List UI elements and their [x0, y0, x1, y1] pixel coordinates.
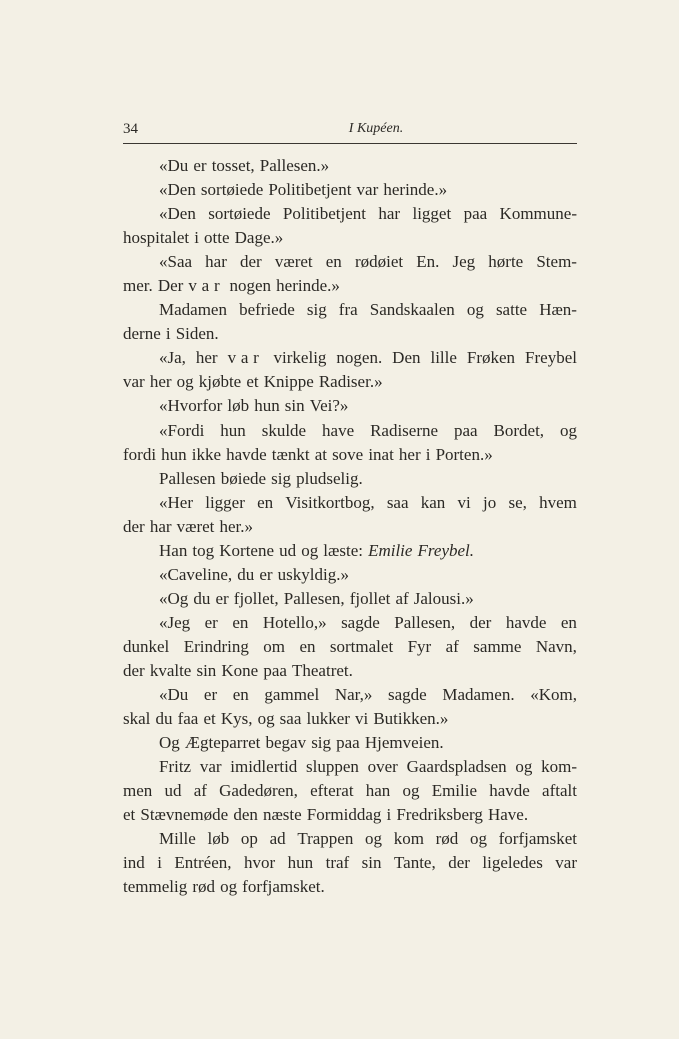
word: var [123, 372, 145, 392]
text-line [123, 443, 577, 467]
word: der [469, 612, 492, 632]
word: saa [386, 492, 409, 512]
word: har [149, 516, 172, 536]
paragraph [123, 563, 577, 587]
paragraph [123, 419, 577, 467]
word: løb [207, 829, 230, 849]
word: vi [355, 709, 369, 729]
word: faa [177, 709, 199, 729]
word: af [193, 781, 207, 801]
word: en [325, 252, 342, 272]
paragraph [123, 587, 577, 611]
word: næste [262, 805, 302, 825]
word: over [367, 757, 398, 777]
word: ligger [205, 492, 245, 512]
word: Have. [487, 805, 529, 825]
word: skal [123, 709, 151, 729]
word: kom [393, 829, 424, 849]
word: Ægteparret [184, 733, 261, 753]
word: Stævnemøde [140, 805, 229, 825]
word: Hotello,» [262, 612, 327, 632]
word: Tante, [393, 853, 436, 873]
paragraph [123, 491, 577, 539]
word: og [466, 300, 484, 320]
word: er [215, 588, 229, 608]
word: fjollet [349, 588, 391, 608]
word: der [123, 516, 145, 536]
word: sagde [388, 685, 427, 705]
word: Madamen [159, 300, 227, 320]
word: et [246, 372, 259, 392]
word: Fritz [159, 757, 192, 777]
text-line [123, 563, 577, 587]
word: kvalte [149, 660, 192, 680]
running-title: I Kupéen. [348, 121, 404, 136]
word: se, [508, 492, 527, 512]
text-line [123, 346, 577, 370]
text-line [123, 322, 577, 346]
word: have [322, 420, 355, 440]
word: læste: [323, 540, 363, 560]
word: fordi [123, 444, 157, 464]
word: var [199, 757, 222, 777]
word: Der [157, 276, 184, 296]
word: Stem- [536, 252, 577, 272]
word: der [123, 660, 145, 680]
word: herinde.» [383, 180, 448, 200]
word: dunkel [123, 636, 170, 656]
word: paa [463, 204, 488, 224]
word: Gaardspladsen [406, 757, 507, 777]
paragraph [123, 827, 577, 899]
word: «Du [159, 156, 189, 175]
word: Emilie [368, 540, 413, 560]
word: gammel [264, 685, 320, 705]
word: at [314, 444, 327, 464]
word: «Fordi [159, 420, 205, 440]
word: var [555, 853, 577, 873]
word: sig [311, 733, 332, 753]
word: ligget [412, 204, 452, 224]
word: Madamen. [442, 685, 515, 705]
word: hun [220, 420, 246, 440]
word: Fyr [407, 636, 432, 656]
word: her.» [219, 516, 254, 536]
word: sig [306, 300, 327, 320]
word: er [204, 612, 218, 632]
word: befriede [239, 300, 295, 320]
word: her [149, 372, 172, 392]
word: Dage.» [234, 228, 284, 248]
word: her [195, 348, 218, 368]
word: hospitalet [123, 228, 190, 248]
word: efterat [310, 781, 354, 801]
word: imidlertid [230, 757, 298, 777]
word: Jalousi.» [413, 588, 474, 608]
word: har [205, 252, 227, 272]
word: paa [336, 733, 360, 753]
text-line [123, 298, 577, 322]
page-number: 34 [123, 121, 138, 137]
word: herinde.» [276, 276, 340, 296]
word: begav [265, 733, 307, 753]
word: ad [269, 829, 286, 849]
word: Porten.» [435, 444, 493, 464]
word: du [193, 588, 211, 608]
word: og [365, 829, 383, 849]
word: vi [457, 492, 471, 512]
word: Pallesen, [283, 588, 345, 608]
word: derne [123, 324, 161, 344]
text-line [123, 779, 577, 803]
word: sortmalet [329, 636, 394, 656]
word: var [188, 276, 225, 296]
word: og [257, 709, 275, 729]
paragraph [123, 298, 577, 346]
word: Han [159, 540, 188, 560]
text-line [123, 419, 577, 443]
word: en [299, 636, 316, 656]
text-line [123, 539, 577, 563]
word: mer. [123, 276, 153, 296]
word: Freybel. [417, 540, 475, 560]
word: og [402, 781, 420, 801]
text-line [123, 803, 577, 827]
word: hørte [488, 252, 524, 272]
word: Trappen [297, 829, 354, 849]
word: er [259, 564, 273, 584]
word: forfjamsket. [242, 877, 325, 897]
word: Kortene [219, 540, 275, 560]
word: et [123, 805, 136, 825]
word: Kommune- [499, 204, 577, 224]
text-line [123, 250, 577, 274]
word: tog [192, 540, 215, 560]
paragraph [123, 611, 577, 683]
word: du [155, 709, 173, 729]
paragraph [123, 394, 577, 418]
word: og [301, 540, 319, 560]
word: af [445, 636, 459, 656]
word: Erindring [183, 636, 249, 656]
word: Og [159, 733, 180, 753]
word: hun [254, 396, 280, 416]
word: jo [483, 492, 497, 512]
word: havde [489, 781, 530, 801]
word: om [263, 636, 286, 656]
text-line [123, 851, 577, 875]
word: Sandskaalen [369, 300, 455, 320]
word: sortøiede [208, 204, 271, 224]
word: «Jeg [159, 612, 191, 632]
word: kom- [541, 757, 577, 777]
word: Formiddag [306, 805, 382, 825]
text-line [123, 178, 577, 202]
word: ligeledes [482, 853, 543, 873]
text-line [123, 226, 577, 250]
word: hun [287, 853, 314, 873]
word: der [448, 853, 470, 873]
word: ikke [191, 444, 222, 464]
word: sin [284, 396, 305, 416]
word: Entréen, [174, 853, 232, 873]
word: og [220, 877, 238, 897]
body-text [123, 154, 577, 899]
word: «Og [159, 588, 189, 608]
text-line [123, 683, 577, 707]
text-line [123, 515, 577, 539]
paragraph [123, 539, 577, 563]
word: af [395, 588, 409, 608]
paragraph [123, 683, 577, 731]
word: ind [123, 853, 145, 873]
word: Kys, [220, 709, 253, 729]
word: Politibetjent [282, 204, 367, 224]
word: Radiser.» [318, 372, 383, 392]
word: en [560, 612, 577, 632]
word: hvor [243, 853, 276, 873]
word: rød [192, 877, 215, 897]
word: forfjamsket [498, 829, 577, 849]
word: sin [361, 853, 382, 873]
word: Knippe [263, 372, 314, 392]
paragraph [123, 346, 577, 394]
word: og [469, 829, 487, 849]
word: og [515, 757, 533, 777]
word: skulde [261, 420, 307, 440]
word: Kone [221, 660, 259, 680]
word: Vei?» [309, 396, 349, 416]
text-line [123, 827, 577, 851]
word: rødøiet [354, 252, 404, 272]
word: pludselig. [296, 468, 363, 488]
word: Butikken.» [373, 709, 449, 729]
word: tosset, [211, 156, 255, 175]
word: Nar,» [334, 685, 373, 705]
word: fra [338, 300, 358, 320]
paragraph [123, 755, 577, 827]
word: er [203, 685, 218, 705]
word: virkelig [273, 348, 327, 368]
word: satte [495, 300, 528, 320]
word: ud [164, 781, 182, 801]
word: været [274, 252, 313, 272]
word: i [157, 853, 162, 873]
word: kjøbte [198, 372, 242, 392]
word: kan [420, 492, 446, 512]
text-line [123, 635, 577, 659]
word: paa [263, 660, 287, 680]
word: «Kom, [530, 685, 577, 705]
word: sortøiede [200, 180, 264, 200]
word: hun [161, 444, 187, 464]
word: saa [279, 709, 302, 729]
word: sove [332, 444, 364, 464]
word: Pallesen, [394, 612, 456, 632]
word: traf [325, 853, 350, 873]
word: «Caveline, [159, 564, 233, 584]
word: og [176, 372, 194, 392]
word: rød [435, 829, 459, 849]
word: Frøken [466, 348, 516, 368]
word: Den [392, 348, 421, 368]
paragraph [123, 178, 577, 202]
word: den [233, 805, 258, 825]
word: Freybel [525, 348, 577, 368]
word: inat [368, 444, 394, 464]
word: Siden. [175, 324, 219, 344]
word: Navn, [535, 636, 577, 656]
text-line [123, 587, 577, 611]
word: sig [271, 468, 292, 488]
word: Hæn- [539, 300, 577, 320]
word: bøiede [220, 468, 267, 488]
text-line [123, 731, 577, 755]
word: et [203, 709, 216, 729]
word: hvem [539, 492, 577, 512]
word: her [398, 444, 421, 464]
word: tænkt [271, 444, 310, 464]
word: Emilie [431, 781, 478, 801]
word: i [165, 324, 171, 344]
word: i [425, 444, 431, 464]
word: «Saa [159, 252, 193, 272]
word: uskyldig.» [277, 564, 349, 584]
word: der [240, 252, 262, 272]
word: aftalt [542, 781, 577, 801]
word: i [194, 228, 199, 248]
word: Radiserne [370, 420, 439, 440]
word: Mille [159, 829, 196, 849]
word: sluppen [306, 757, 359, 777]
paragraph [123, 202, 577, 250]
word: «Du [159, 685, 189, 705]
word: en [232, 685, 249, 705]
text-line [123, 202, 577, 226]
word: sagde [341, 612, 380, 632]
word: En. [416, 252, 440, 272]
word: op [240, 829, 258, 849]
word: Bordet, [493, 420, 545, 440]
word: Visitkortbog, [285, 492, 375, 512]
paragraph [123, 154, 577, 178]
word: paa [454, 420, 478, 440]
word: nogen. [336, 348, 383, 368]
text-line [123, 274, 577, 298]
paragraph [123, 250, 577, 298]
text-line [123, 659, 577, 683]
word: «Ja, [159, 348, 186, 368]
text-line [123, 491, 577, 515]
word: har [378, 204, 401, 224]
word: Gadedøren, [219, 781, 298, 801]
text-line [123, 467, 577, 491]
word: Fredriksberg [396, 805, 483, 825]
word: du [237, 564, 255, 584]
text-line [123, 370, 577, 394]
text-line [123, 875, 577, 899]
word: sin [196, 660, 217, 680]
word: «Den [159, 180, 196, 200]
word: Hjemveien. [364, 733, 444, 753]
paragraph [123, 467, 577, 491]
word: er [193, 156, 207, 175]
word: var [227, 348, 264, 368]
text-line [123, 611, 577, 635]
word: temmelig [123, 877, 188, 897]
word: havde [226, 444, 267, 464]
word: lille [430, 348, 457, 368]
word: været [176, 516, 215, 536]
word: «Den [159, 204, 196, 224]
text-line [123, 755, 577, 779]
word: «Her [159, 492, 193, 512]
paragraph [123, 731, 577, 755]
text-line [123, 707, 577, 731]
text-line [123, 394, 577, 418]
word: ud [279, 540, 297, 560]
word: otte [204, 228, 230, 248]
word: var [356, 180, 379, 200]
word: og [560, 420, 577, 440]
text-line [123, 154, 577, 178]
word: Politibetjent [268, 180, 352, 200]
word: havde [505, 612, 547, 632]
word: han [365, 781, 391, 801]
word: «Hvorfor [159, 396, 223, 416]
word: men [123, 781, 153, 801]
word: lukker [306, 709, 350, 729]
word: samme [473, 636, 522, 656]
word: fjollet, [233, 588, 279, 608]
word: en [257, 492, 274, 512]
word: nogen [229, 276, 272, 296]
word: løb [227, 396, 250, 416]
word: Jeg [452, 252, 476, 272]
word: Pallesen.» [259, 156, 330, 175]
word: Theatret. [292, 660, 353, 680]
page-header [123, 118, 577, 142]
word: en [232, 612, 249, 632]
header-rule [123, 143, 577, 144]
word: Pallesen [159, 468, 216, 488]
word: i [386, 805, 392, 825]
